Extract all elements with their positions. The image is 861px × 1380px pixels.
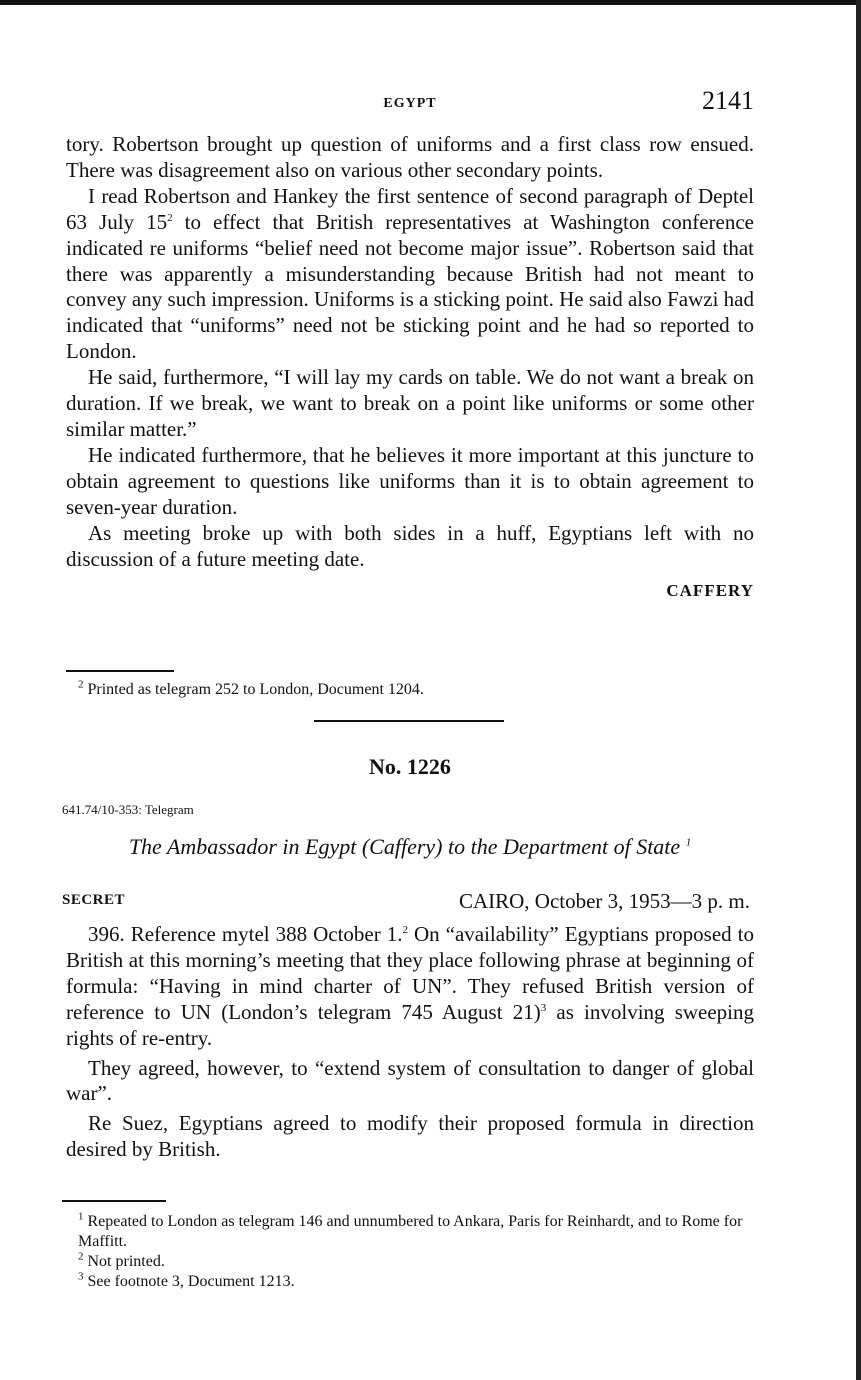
classification: SECRET xyxy=(62,892,126,908)
paragraph: He said, furthermore, “I will lay my cards on table. We do not want a break on duration. If we break, we want to break on a point like uniforms or some other similar matter.” xyxy=(66,365,754,441)
paragraph: They agreed, however, to “extend system of consultation to danger of global war”. xyxy=(66,1055,754,1106)
running-title: EGYPT xyxy=(383,96,437,111)
footnote-rule xyxy=(62,1200,166,1202)
footnote-marker: 2 xyxy=(402,924,408,936)
continuation-text xyxy=(66,132,754,604)
document-number: No. 1226 xyxy=(369,754,451,779)
telegram-text xyxy=(66,922,754,1163)
paragraph: I read Robertson and Hankey the first sentence of second paragraph of Deptel 63 July $15^2$ to effect that British representatives at Washington conference indicated re uniforms “belief need not become major issue”. Robertson said that there was apparently a misunderstanding because British had not meant to convey any such impression. Uniforms is a sticking point. He said also Fawzi had indicated that “uniforms” need not be sticking point and he had so reported to London. xyxy=(66,183,754,364)
document-title: The Ambassador in Egypt (Caffery) to the Department of State $^1$ xyxy=(128,834,692,859)
footnote: $^2$ Not printed. xyxy=(78,1250,165,1270)
paragraph: He indicated furthermore, that he believes it more important at this juncture to obtain agreement to questions like uniforms than it is to obtain agreement to seven-year duration. xyxy=(66,442,754,519)
paragraph: As meeting broke up with both sides in a huff, Egyptians left with no discussion of a future meeting date. xyxy=(66,520,754,571)
footnote: $^3$ See footnote 3, Document 1213. xyxy=(78,1270,295,1290)
paragraph: tory. Robertson brought up question of uniforms and a first class row ensued. There was disagreement also on various other secondary points. xyxy=(66,132,754,182)
scan-right-edge xyxy=(856,0,861,1380)
file-reference: 641.74/10-353: Telegram xyxy=(62,802,194,817)
paragraph: Re Suez, Egyptians agreed to modify their proposed formula in direction desired by British. xyxy=(66,1111,754,1162)
footnotes-bottom xyxy=(66,1212,754,1292)
footnotes-top xyxy=(66,680,754,700)
section-separator xyxy=(314,720,504,722)
footnote-marker: 2 xyxy=(167,211,173,224)
footnote-marker: 1 xyxy=(685,836,692,849)
footnote: $^1$ Repeated to London as telegram 146 and unnumbered to Ankara, Paris for Reinhardt, and to Rome for Maffitt. xyxy=(78,1210,743,1250)
signature: CAFFERY xyxy=(666,581,754,601)
paragraph: 396. Reference mytel 388 October 1.$^2$ On “availability” Egyptians proposed to British at this morning’s meeting that they place following phrase at beginning of formula: “Having in mind charter of UN”. They refused British version of reference to UN (London’s telegram 745 August 21)$^3$ as involving sweeping rights of re-entry. xyxy=(66,922,755,1050)
page-number: 2141 xyxy=(702,86,754,115)
footnote-marker: 3 xyxy=(540,1001,547,1014)
dateline: CAIRO, October 3, 1953—3 p. m. xyxy=(458,889,750,913)
footnote: $^2$ Printed as telegram 252 to London, Document 1204. xyxy=(78,678,424,698)
page-header xyxy=(66,86,754,122)
scan-top-edge xyxy=(0,0,861,5)
footnote-rule xyxy=(66,670,174,672)
